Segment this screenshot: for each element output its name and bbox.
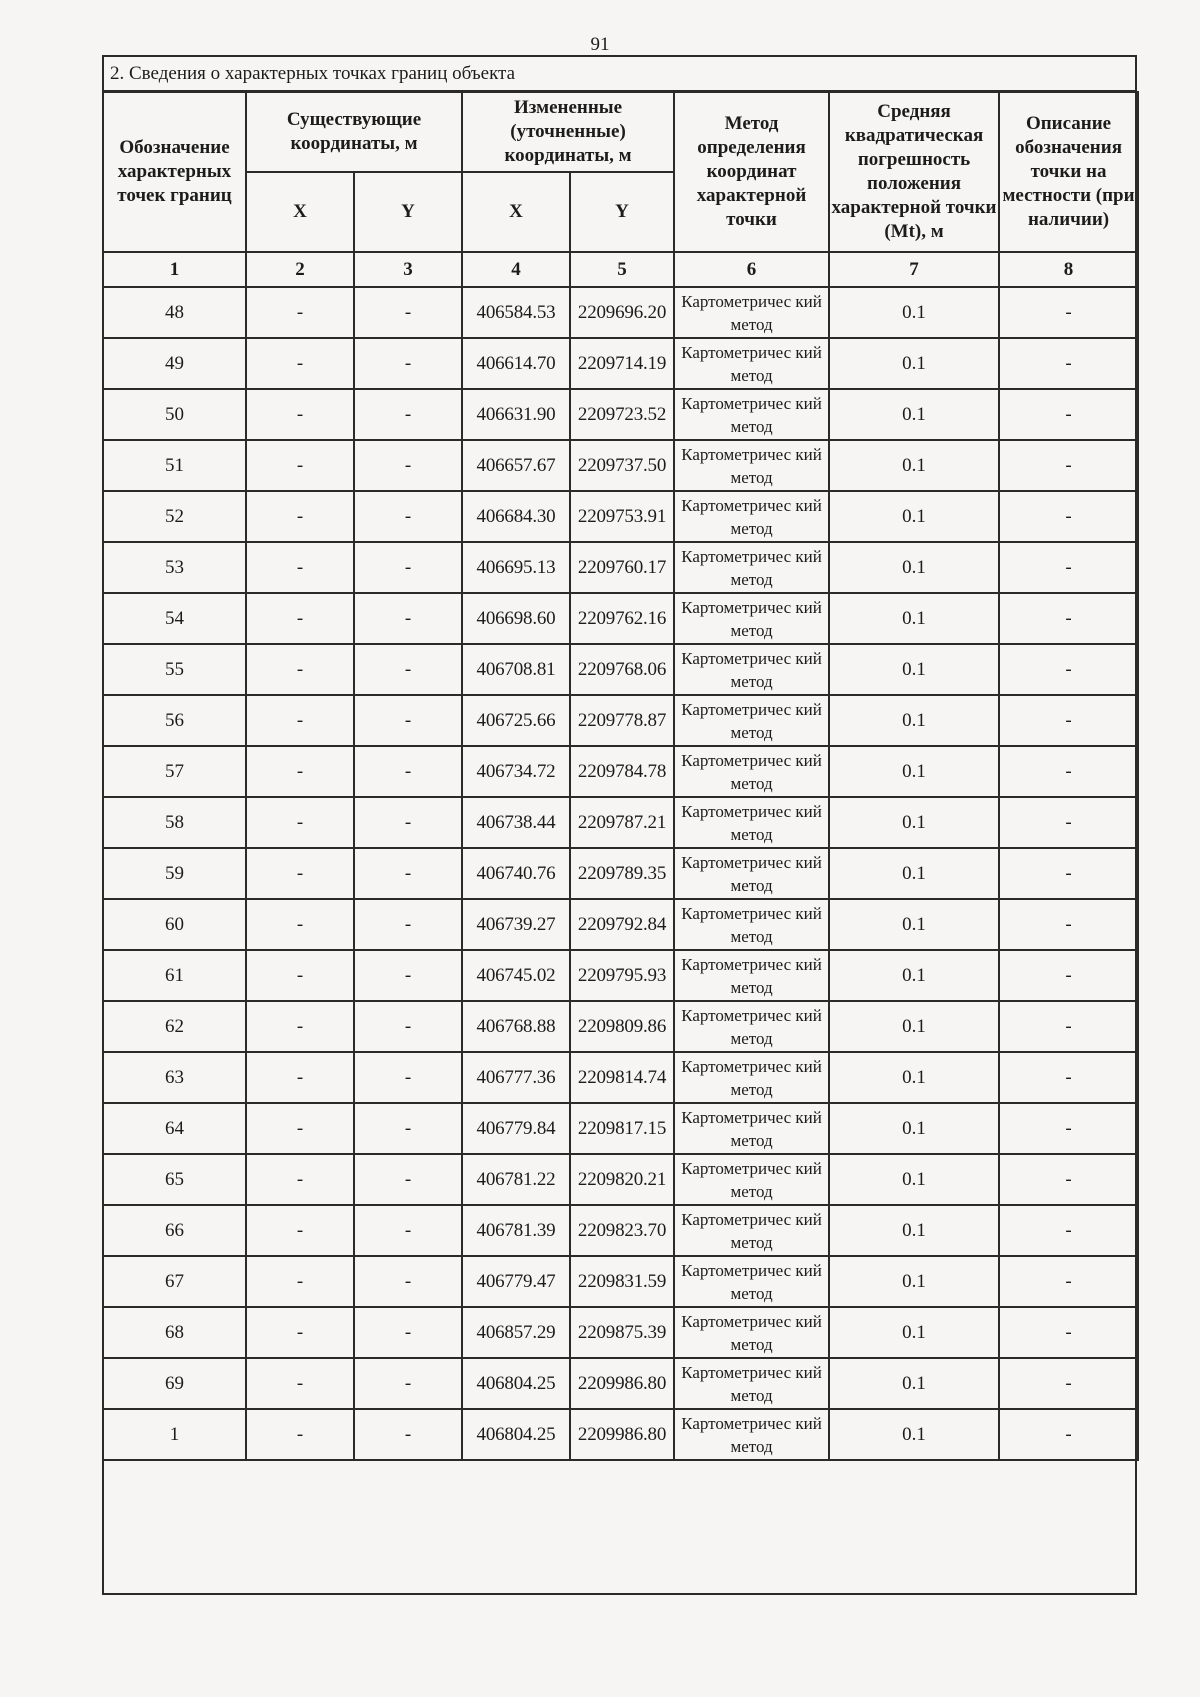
changed-y-cell: 2209792.84 bbox=[570, 899, 674, 950]
table-row bbox=[103, 695, 1138, 746]
header-changed-x: X bbox=[462, 172, 570, 252]
changed-y-cell: 2209784.78 bbox=[570, 746, 674, 797]
point-number-cell: 56 bbox=[103, 695, 246, 746]
mean-error-cell: 0.1 bbox=[829, 440, 999, 491]
point-number-cell: 52 bbox=[103, 491, 246, 542]
method-cell: Картометричес кий метод bbox=[674, 338, 829, 389]
mean-error-cell: 0.1 bbox=[829, 1307, 999, 1358]
existing-y-cell: - bbox=[354, 1154, 462, 1205]
header-method: Метод определения координат характерной точки bbox=[674, 92, 829, 252]
existing-y-cell: - bbox=[354, 491, 462, 542]
description-cell: - bbox=[999, 338, 1138, 389]
mean-error-cell: 0.1 bbox=[829, 1052, 999, 1103]
table-row bbox=[103, 1103, 1138, 1154]
changed-x-cell: 406738.44 bbox=[462, 797, 570, 848]
method-cell: Картометричес кий метод bbox=[674, 1358, 829, 1409]
existing-y-cell: - bbox=[354, 1307, 462, 1358]
method-cell: Картометричес кий метод bbox=[674, 1307, 829, 1358]
point-number-cell: 1 bbox=[103, 1409, 246, 1460]
changed-y-cell: 2209696.20 bbox=[570, 287, 674, 338]
method-cell: Картометричес кий метод bbox=[674, 950, 829, 1001]
existing-x-cell: - bbox=[246, 542, 354, 593]
point-number-cell: 49 bbox=[103, 338, 246, 389]
table-body bbox=[103, 287, 1138, 1460]
changed-x-cell: 406657.67 bbox=[462, 440, 570, 491]
point-number-cell: 55 bbox=[103, 644, 246, 695]
method-cell: Картометричес кий метод bbox=[674, 542, 829, 593]
header-row bbox=[103, 92, 1138, 172]
table-row bbox=[103, 593, 1138, 644]
table-row bbox=[103, 1052, 1138, 1103]
existing-y-cell: - bbox=[354, 746, 462, 797]
changed-x-cell: 406804.25 bbox=[462, 1358, 570, 1409]
description-cell: - bbox=[999, 1358, 1138, 1409]
existing-x-cell: - bbox=[246, 1001, 354, 1052]
existing-y-cell: - bbox=[354, 1103, 462, 1154]
method-cell: Картометричес кий метод bbox=[674, 899, 829, 950]
mean-error-cell: 0.1 bbox=[829, 287, 999, 338]
existing-x-cell: - bbox=[246, 746, 354, 797]
method-cell: Картометричес кий метод bbox=[674, 1409, 829, 1460]
point-number-cell: 68 bbox=[103, 1307, 246, 1358]
changed-y-cell: 2209778.87 bbox=[570, 695, 674, 746]
section-title: 2. Сведения о характерных точках границ объекта bbox=[104, 57, 1135, 92]
description-cell: - bbox=[999, 593, 1138, 644]
empty-footer-area bbox=[104, 1454, 1135, 1593]
column-number: 5 bbox=[570, 252, 674, 287]
changed-x-cell: 406695.13 bbox=[462, 542, 570, 593]
point-number-cell: 65 bbox=[103, 1154, 246, 1205]
description-cell: - bbox=[999, 950, 1138, 1001]
existing-x-cell: - bbox=[246, 1358, 354, 1409]
column-number: 4 bbox=[462, 252, 570, 287]
changed-y-cell: 2209817.15 bbox=[570, 1103, 674, 1154]
method-cell: Картометричес кий метод bbox=[674, 389, 829, 440]
changed-x-cell: 406614.70 bbox=[462, 338, 570, 389]
changed-x-cell: 406734.72 bbox=[462, 746, 570, 797]
column-number: 7 bbox=[829, 252, 999, 287]
existing-x-cell: - bbox=[246, 1307, 354, 1358]
description-cell: - bbox=[999, 644, 1138, 695]
existing-x-cell: - bbox=[246, 848, 354, 899]
column-number: 2 bbox=[246, 252, 354, 287]
description-cell: - bbox=[999, 1154, 1138, 1205]
existing-x-cell: - bbox=[246, 899, 354, 950]
method-cell: Картометричес кий метод bbox=[674, 1256, 829, 1307]
point-number-cell: 59 bbox=[103, 848, 246, 899]
changed-y-cell: 2209787.21 bbox=[570, 797, 674, 848]
existing-y-cell: - bbox=[354, 950, 462, 1001]
page-number: 91 bbox=[590, 34, 610, 55]
mean-error-cell: 0.1 bbox=[829, 1256, 999, 1307]
existing-y-cell: - bbox=[354, 644, 462, 695]
description-cell: - bbox=[999, 899, 1138, 950]
method-cell: Картометричес кий метод bbox=[674, 287, 829, 338]
point-number-cell: 64 bbox=[103, 1103, 246, 1154]
changed-x-cell: 406745.02 bbox=[462, 950, 570, 1001]
table-row bbox=[103, 899, 1138, 950]
mean-error-cell: 0.1 bbox=[829, 338, 999, 389]
changed-x-cell: 406779.84 bbox=[462, 1103, 570, 1154]
header-description: Описание обозначения точки на местности (при наличии) bbox=[999, 92, 1138, 252]
method-cell: Картометричес кий метод bbox=[674, 746, 829, 797]
changed-y-cell: 2209809.86 bbox=[570, 1001, 674, 1052]
point-number-cell: 63 bbox=[103, 1052, 246, 1103]
existing-x-cell: - bbox=[246, 338, 354, 389]
description-cell: - bbox=[999, 1256, 1138, 1307]
description-cell: - bbox=[999, 389, 1138, 440]
method-cell: Картометричес кий метод bbox=[674, 644, 829, 695]
mean-error-cell: 0.1 bbox=[829, 542, 999, 593]
description-cell: - bbox=[999, 1205, 1138, 1256]
boundary-points-table bbox=[102, 91, 1139, 1461]
point-number-cell: 54 bbox=[103, 593, 246, 644]
existing-x-cell: - bbox=[246, 695, 354, 746]
point-number-cell: 67 bbox=[103, 1256, 246, 1307]
existing-x-cell: - bbox=[246, 1256, 354, 1307]
existing-x-cell: - bbox=[246, 1052, 354, 1103]
existing-x-cell: - bbox=[246, 1103, 354, 1154]
table-row bbox=[103, 1205, 1138, 1256]
changed-x-cell: 406584.53 bbox=[462, 287, 570, 338]
table-row bbox=[103, 848, 1138, 899]
existing-x-cell: - bbox=[246, 644, 354, 695]
mean-error-cell: 0.1 bbox=[829, 1205, 999, 1256]
changed-y-cell: 2209723.52 bbox=[570, 389, 674, 440]
table-row bbox=[103, 1409, 1138, 1460]
point-number-cell: 53 bbox=[103, 542, 246, 593]
table-row bbox=[103, 1256, 1138, 1307]
method-cell: Картометричес кий метод bbox=[674, 797, 829, 848]
description-cell: - bbox=[999, 1409, 1138, 1460]
changed-y-cell: 2209714.19 bbox=[570, 338, 674, 389]
table-row bbox=[103, 1001, 1138, 1052]
point-number-cell: 66 bbox=[103, 1205, 246, 1256]
column-number: 6 bbox=[674, 252, 829, 287]
method-cell: Картометричес кий метод bbox=[674, 695, 829, 746]
changed-x-cell: 406781.22 bbox=[462, 1154, 570, 1205]
existing-x-cell: - bbox=[246, 593, 354, 644]
changed-x-cell: 406740.76 bbox=[462, 848, 570, 899]
changed-y-cell: 2209762.16 bbox=[570, 593, 674, 644]
existing-y-cell: - bbox=[354, 440, 462, 491]
existing-y-cell: - bbox=[354, 338, 462, 389]
existing-y-cell: - bbox=[354, 695, 462, 746]
description-cell: - bbox=[999, 797, 1138, 848]
description-cell: - bbox=[999, 440, 1138, 491]
column-numbers-row bbox=[103, 252, 1138, 287]
method-cell: Картометричес кий метод bbox=[674, 1154, 829, 1205]
header-changed-y: Y bbox=[570, 172, 674, 252]
existing-x-cell: - bbox=[246, 440, 354, 491]
existing-y-cell: - bbox=[354, 1256, 462, 1307]
header-existing-coords: Существующие координаты, м bbox=[246, 92, 462, 172]
mean-error-cell: 0.1 bbox=[829, 899, 999, 950]
header-existing-x: X bbox=[246, 172, 354, 252]
table-row bbox=[103, 746, 1138, 797]
existing-y-cell: - bbox=[354, 542, 462, 593]
changed-x-cell: 406768.88 bbox=[462, 1001, 570, 1052]
method-cell: Картометричес кий метод bbox=[674, 848, 829, 899]
table-row bbox=[103, 950, 1138, 1001]
changed-x-cell: 406725.66 bbox=[462, 695, 570, 746]
description-cell: - bbox=[999, 542, 1138, 593]
existing-y-cell: - bbox=[354, 593, 462, 644]
method-cell: Картометричес кий метод bbox=[674, 440, 829, 491]
changed-y-cell: 2209760.17 bbox=[570, 542, 674, 593]
description-cell: - bbox=[999, 1103, 1138, 1154]
existing-y-cell: - bbox=[354, 797, 462, 848]
table-row bbox=[103, 542, 1138, 593]
changed-y-cell: 2209753.91 bbox=[570, 491, 674, 542]
mean-error-cell: 0.1 bbox=[829, 695, 999, 746]
mean-error-cell: 0.1 bbox=[829, 593, 999, 644]
existing-x-cell: - bbox=[246, 389, 354, 440]
existing-x-cell: - bbox=[246, 1409, 354, 1460]
mean-error-cell: 0.1 bbox=[829, 1154, 999, 1205]
existing-y-cell: - bbox=[354, 1052, 462, 1103]
changed-y-cell: 2209820.21 bbox=[570, 1154, 674, 1205]
existing-y-cell: - bbox=[354, 389, 462, 440]
changed-y-cell: 2209768.06 bbox=[570, 644, 674, 695]
changed-y-cell: 2209737.50 bbox=[570, 440, 674, 491]
changed-x-cell: 406684.30 bbox=[462, 491, 570, 542]
existing-x-cell: - bbox=[246, 1154, 354, 1205]
existing-x-cell: - bbox=[246, 950, 354, 1001]
existing-y-cell: - bbox=[354, 287, 462, 338]
column-number: 8 bbox=[999, 252, 1138, 287]
description-cell: - bbox=[999, 848, 1138, 899]
description-cell: - bbox=[999, 1001, 1138, 1052]
description-cell: - bbox=[999, 695, 1138, 746]
mean-error-cell: 0.1 bbox=[829, 389, 999, 440]
existing-y-cell: - bbox=[354, 1001, 462, 1052]
mean-error-cell: 0.1 bbox=[829, 644, 999, 695]
description-cell: - bbox=[999, 491, 1138, 542]
existing-x-cell: - bbox=[246, 797, 354, 848]
existing-y-cell: - bbox=[354, 1409, 462, 1460]
mean-error-cell: 0.1 bbox=[829, 1103, 999, 1154]
mean-error-cell: 0.1 bbox=[829, 950, 999, 1001]
mean-error-cell: 0.1 bbox=[829, 1409, 999, 1460]
description-cell: - bbox=[999, 1052, 1138, 1103]
description-cell: - bbox=[999, 746, 1138, 797]
changed-x-cell: 406779.47 bbox=[462, 1256, 570, 1307]
header-designation: Обозначение характерных точек границ bbox=[103, 92, 246, 252]
table-row bbox=[103, 644, 1138, 695]
changed-x-cell: 406857.29 bbox=[462, 1307, 570, 1358]
table-row bbox=[103, 1154, 1138, 1205]
point-number-cell: 61 bbox=[103, 950, 246, 1001]
point-number-cell: 69 bbox=[103, 1358, 246, 1409]
point-number-cell: 51 bbox=[103, 440, 246, 491]
header-mean-error: Средняя квадратическая погрешность положения характерной точки (Mt), м bbox=[829, 92, 999, 252]
changed-x-cell: 406781.39 bbox=[462, 1205, 570, 1256]
changed-y-cell: 2209814.74 bbox=[570, 1052, 674, 1103]
changed-x-cell: 406698.60 bbox=[462, 593, 570, 644]
existing-y-cell: - bbox=[354, 1358, 462, 1409]
column-number: 3 bbox=[354, 252, 462, 287]
table-row bbox=[103, 491, 1138, 542]
point-number-cell: 48 bbox=[103, 287, 246, 338]
mean-error-cell: 0.1 bbox=[829, 848, 999, 899]
method-cell: Картометричес кий метод bbox=[674, 1103, 829, 1154]
existing-y-cell: - bbox=[354, 848, 462, 899]
mean-error-cell: 0.1 bbox=[829, 1001, 999, 1052]
changed-y-cell: 2209875.39 bbox=[570, 1307, 674, 1358]
changed-x-cell: 406777.36 bbox=[462, 1052, 570, 1103]
mean-error-cell: 0.1 bbox=[829, 797, 999, 848]
mean-error-cell: 0.1 bbox=[829, 491, 999, 542]
changed-y-cell: 2209986.80 bbox=[570, 1358, 674, 1409]
method-cell: Картометричес кий метод bbox=[674, 1001, 829, 1052]
table-row bbox=[103, 1307, 1138, 1358]
changed-x-cell: 406708.81 bbox=[462, 644, 570, 695]
changed-y-cell: 2209795.93 bbox=[570, 950, 674, 1001]
header-existing-y: Y bbox=[354, 172, 462, 252]
point-number-cell: 57 bbox=[103, 746, 246, 797]
description-cell: - bbox=[999, 1307, 1138, 1358]
mean-error-cell: 0.1 bbox=[829, 1358, 999, 1409]
table-row bbox=[103, 1358, 1138, 1409]
changed-x-cell: 406739.27 bbox=[462, 899, 570, 950]
table-row bbox=[103, 797, 1138, 848]
changed-y-cell: 2209823.70 bbox=[570, 1205, 674, 1256]
changed-x-cell: 406631.90 bbox=[462, 389, 570, 440]
method-cell: Картометричес кий метод bbox=[674, 1205, 829, 1256]
existing-y-cell: - bbox=[354, 1205, 462, 1256]
table-row bbox=[103, 338, 1138, 389]
column-number: 1 bbox=[103, 252, 246, 287]
existing-y-cell: - bbox=[354, 899, 462, 950]
point-number-cell: 62 bbox=[103, 1001, 246, 1052]
table-row bbox=[103, 440, 1138, 491]
point-number-cell: 50 bbox=[103, 389, 246, 440]
mean-error-cell: 0.1 bbox=[829, 746, 999, 797]
table-row bbox=[103, 287, 1138, 338]
description-cell: - bbox=[999, 287, 1138, 338]
header-changed-coords: Измененные (уточненные) координаты, м bbox=[462, 92, 674, 172]
changed-y-cell: 2209986.80 bbox=[570, 1409, 674, 1460]
changed-x-cell: 406804.25 bbox=[462, 1409, 570, 1460]
existing-x-cell: - bbox=[246, 1205, 354, 1256]
changed-y-cell: 2209789.35 bbox=[570, 848, 674, 899]
method-cell: Картометричес кий метод bbox=[674, 1052, 829, 1103]
existing-x-cell: - bbox=[246, 287, 354, 338]
point-number-cell: 60 bbox=[103, 899, 246, 950]
point-number-cell: 58 bbox=[103, 797, 246, 848]
method-cell: Картометричес кий метод bbox=[674, 491, 829, 542]
method-cell: Картометричес кий метод bbox=[674, 593, 829, 644]
changed-y-cell: 2209831.59 bbox=[570, 1256, 674, 1307]
table-row bbox=[103, 389, 1138, 440]
existing-x-cell: - bbox=[246, 491, 354, 542]
